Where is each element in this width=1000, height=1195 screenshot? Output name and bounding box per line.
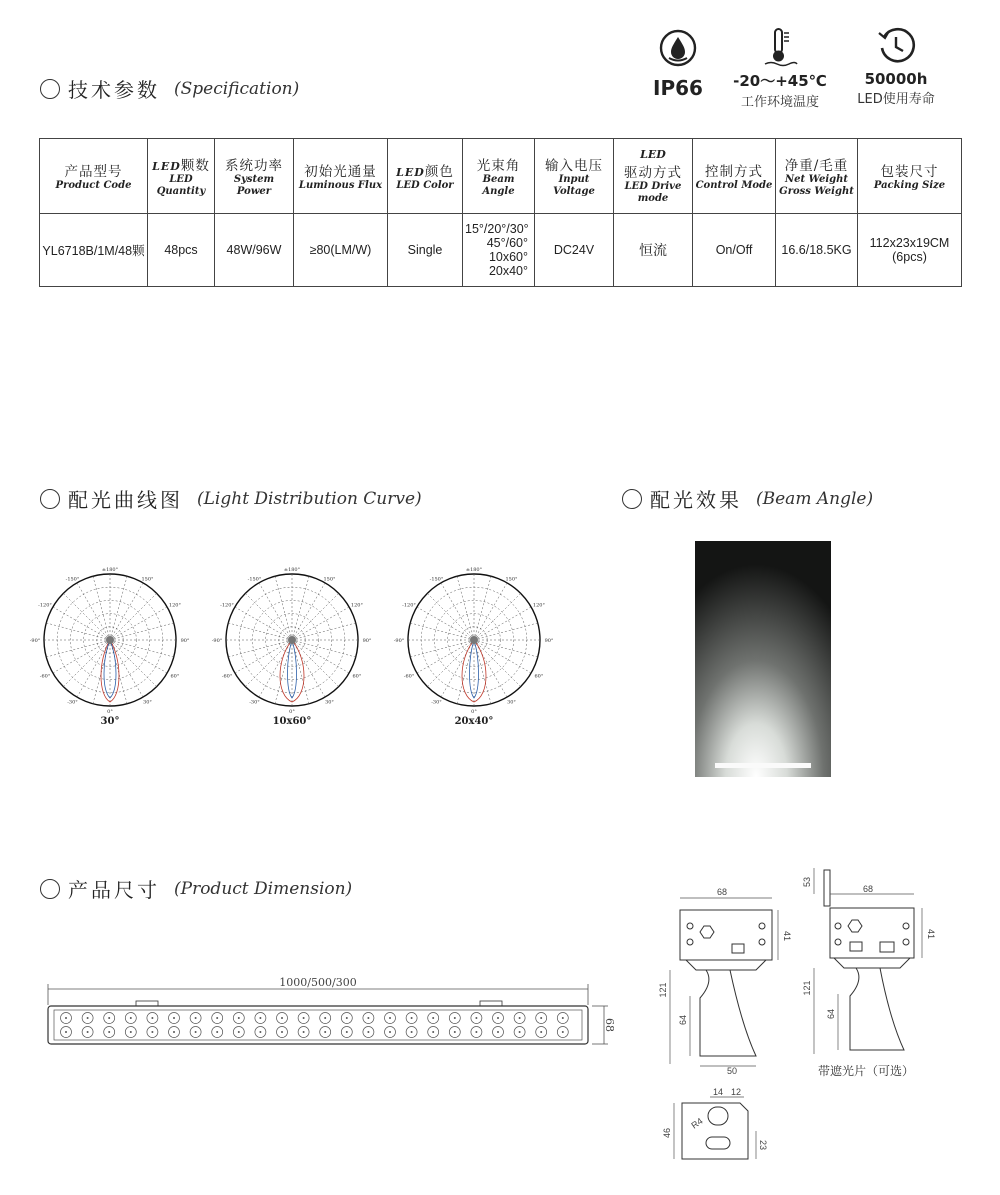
polar-spoke [474, 640, 538, 657]
led-dot-center [389, 1017, 391, 1019]
polar-tick-label: 60° [534, 673, 544, 680]
led-dot-center [173, 1031, 175, 1033]
led-dot-center [195, 1031, 197, 1033]
header-input-voltage: 输入电压 Input Voltage [535, 139, 614, 214]
polar-spoke [457, 576, 474, 640]
slot-h-label: 46 [662, 1127, 672, 1139]
led-dot-center [454, 1017, 456, 1019]
polar-spoke [474, 607, 531, 640]
polar-spoke [228, 623, 292, 640]
header-weight: 净重/毛重 Net Weight Gross Weight [776, 139, 858, 214]
led-dot-center [519, 1031, 521, 1033]
header-control-mode: 控制方式 Control Mode [693, 139, 776, 214]
led-dot-center [540, 1031, 542, 1033]
temperature-badge: -20～+45℃ 工作环境温度 [730, 26, 830, 110]
polar-spoke [110, 640, 157, 687]
polar-spoke [410, 640, 474, 657]
polar-tick-label: ±180° [101, 567, 119, 573]
bullet-circle-icon [622, 489, 642, 509]
polar-spoke [259, 640, 292, 697]
polar-tick-label: 30° [143, 699, 152, 706]
led-dot-center [562, 1017, 564, 1019]
table-header-row [40, 139, 962, 214]
slot-a-label: 14 [712, 1087, 724, 1097]
led-dot-center [324, 1017, 326, 1019]
thermometer-icon [762, 26, 798, 66]
polar-spoke [292, 593, 339, 640]
clock-icon [876, 26, 916, 66]
ip66-badge: IP66 [642, 28, 714, 100]
polar-tick-label: 120° [350, 602, 363, 609]
shield-h-label: 53 [802, 876, 812, 888]
polar-spoke [245, 640, 292, 687]
polar-spoke [474, 640, 507, 697]
slot-b-label: 12 [730, 1087, 742, 1097]
led-dot-center [475, 1017, 477, 1019]
led-dot-center [130, 1031, 132, 1033]
cell-beam: 15°/20°/30° 45°/60° 10x60° 20x40° [463, 214, 535, 287]
led-dot-center [151, 1017, 153, 1019]
polar-spoke [245, 593, 292, 640]
led-dot-center [475, 1031, 477, 1033]
led-dot-center [303, 1017, 305, 1019]
polar-spoke [417, 640, 474, 673]
polar-spoke [417, 607, 474, 640]
polar-spoke [427, 593, 474, 640]
bracket-shield-drawing [800, 864, 950, 1064]
product-length-drawing [40, 975, 620, 1055]
led-dot-center [411, 1017, 413, 1019]
polar-spoke [93, 576, 110, 640]
led-dot-center [151, 1031, 153, 1033]
table-row [40, 214, 962, 287]
header-product-code: 产品型号 Product Code [40, 139, 148, 214]
shield-arm-label: 64 [826, 1008, 836, 1020]
header-system-power: 系统功率 System Power [215, 139, 294, 214]
polar-spoke [427, 640, 474, 687]
led-dot-center [65, 1031, 67, 1033]
polar-chart [20, 560, 200, 720]
bullet-circle-icon [40, 489, 60, 509]
led-dot-center [238, 1031, 240, 1033]
bracket-total-label: 121 [658, 982, 668, 998]
polar-tick-label: -30° [249, 699, 260, 706]
polar-tick-label: -150° [65, 576, 80, 583]
polar-chart [202, 560, 382, 720]
polar-spoke [110, 593, 157, 640]
cell-voltage: DC24V [535, 214, 614, 287]
polar-spoke [53, 607, 110, 640]
polar-spoke [292, 640, 349, 673]
polar-tick-label: 60° [170, 673, 180, 680]
polar-tick-label: 30° [507, 699, 516, 706]
led-dot-center [346, 1031, 348, 1033]
polar-spoke [292, 640, 325, 697]
header-led-color: LED颜色 LED Color [388, 139, 463, 214]
bracket-side-drawing [658, 886, 795, 1076]
polar-tick-label: 60° [352, 673, 362, 680]
shield-total-label: 121 [802, 980, 812, 996]
polar-chart-label: 10x60° [272, 716, 312, 727]
beam-angle-title: 配光效果 (Beam Angle) [622, 484, 873, 513]
polar-spoke [63, 593, 110, 640]
polar-spoke [474, 576, 491, 640]
led-dot-center [259, 1017, 261, 1019]
polar-spoke [235, 640, 292, 673]
led-dot-center [432, 1017, 434, 1019]
polar-tick-label: -90° [393, 638, 405, 644]
water-drop-icon [658, 28, 698, 68]
polar-tick-label: 150° [505, 576, 518, 583]
polar-tick-label: -120° [38, 602, 52, 609]
cell-color: Single [388, 214, 463, 287]
bracket-base-label: 50 [726, 1066, 738, 1076]
polar-spoke [441, 640, 474, 697]
polar-tick-label: -60° [221, 673, 233, 680]
cell-drive: 恒流 [614, 214, 693, 287]
led-dot-center [259, 1031, 261, 1033]
polar-tick-label: ±180° [283, 567, 301, 573]
polar-tick-label: 150° [141, 576, 154, 583]
polar-spoke [292, 607, 349, 640]
bracket-h1-label: 41 [782, 930, 792, 942]
polar-spoke [110, 576, 127, 640]
shield-width-label: 68 [862, 884, 874, 894]
polar-tick-label: 30° [325, 699, 334, 706]
led-dot-center [65, 1017, 67, 1019]
polar-tick-label: -30° [431, 699, 442, 706]
led-dot-center [87, 1017, 89, 1019]
led-dot-center [346, 1017, 348, 1019]
polar-spoke [292, 623, 356, 640]
cell-control: On/Off [693, 214, 776, 287]
polar-tick-label: -120° [402, 602, 416, 609]
bullet-circle-icon [40, 879, 60, 899]
slot-detail-drawing [660, 1085, 770, 1170]
light-distribution-title: 配光曲线图 (Light Distribution Curve) [40, 484, 422, 513]
polar-spoke [474, 623, 538, 640]
polar-tick-label: -150° [247, 576, 262, 583]
polar-tick-label: -90° [29, 638, 41, 644]
led-dot-center [281, 1017, 283, 1019]
polar-spoke [110, 623, 174, 640]
polar-chart-label: 20x40° [454, 716, 494, 727]
polar-spoke [292, 640, 356, 657]
lifetime-badge: 50000h LED使用寿命 [848, 26, 944, 107]
polar-spoke [235, 607, 292, 640]
polar-tick-label: ±180° [465, 567, 483, 573]
polar-spoke [410, 623, 474, 640]
led-dot-center [87, 1031, 89, 1033]
header-beam-angle: 光束角 Beam Angle [463, 139, 535, 214]
polar-tick-label: -90° [211, 638, 223, 644]
bullet-circle-icon [40, 79, 60, 99]
polar-spoke [292, 583, 325, 640]
polar-tick-label: 120° [168, 602, 181, 609]
polar-spoke [228, 640, 292, 657]
polar-tick-label: 90° [544, 638, 554, 644]
led-dot-center [216, 1017, 218, 1019]
polar-tick-label: 0° [107, 709, 113, 715]
cell-weight: 16.6/18.5KG [776, 214, 858, 287]
polar-spoke [46, 623, 110, 640]
led-dot-center [562, 1031, 564, 1033]
polar-chart [384, 560, 564, 720]
polar-spoke [474, 593, 521, 640]
header-drive-mode: LED 驱动方式 LED Drive mode [614, 139, 693, 214]
led-dot-center [411, 1031, 413, 1033]
shield-h1-label: 41 [926, 928, 936, 940]
polar-tick-label: 90° [362, 638, 372, 644]
height-label: 68 [603, 1018, 616, 1032]
led-dot-center [303, 1031, 305, 1033]
led-dot-center [195, 1017, 197, 1019]
polar-spoke [275, 576, 292, 640]
led-dot-center [238, 1017, 240, 1019]
polar-center-dot [106, 636, 114, 644]
header-led-quantity: LED颗数 LED Quantity [148, 139, 215, 214]
header-luminous-flux: 初始光通量 Luminous Flux [294, 139, 388, 214]
cell-packing: 112x23x19CM (6pcs) [858, 214, 962, 287]
cell-code: YL6718B/1M/48颗 [40, 214, 148, 287]
polar-spoke [63, 640, 110, 687]
led-dot-center [130, 1017, 132, 1019]
led-dot-center [216, 1031, 218, 1033]
led-dot-center [540, 1017, 542, 1019]
led-dot-center [108, 1017, 110, 1019]
polar-spoke [110, 607, 167, 640]
polar-spoke [474, 583, 507, 640]
slot-c-label: 23 [758, 1139, 768, 1151]
cell-flux: ≥80(LM/W) [294, 214, 388, 287]
polar-spoke [77, 583, 110, 640]
dimension-title: 产品尺寸 (Product Dimension) [40, 874, 352, 903]
polar-spoke [441, 583, 474, 640]
led-dot-center [389, 1031, 391, 1033]
led-dot-center [324, 1031, 326, 1033]
led-dot-center [497, 1031, 499, 1033]
polar-spoke [46, 640, 110, 657]
shield-caption: 带遮光片（可选） [818, 1064, 915, 1078]
bracket-width-label: 68 [716, 887, 728, 897]
led-dot-center [454, 1031, 456, 1033]
polar-spoke [474, 640, 521, 687]
polar-tick-label: -120° [220, 602, 234, 609]
spec-table [39, 138, 962, 287]
polar-spoke [474, 640, 531, 673]
polar-tick-label: -150° [429, 576, 444, 583]
spec-section-title: 技术参数 (Specification) [40, 74, 299, 103]
led-dot-center [173, 1017, 175, 1019]
polar-spoke [292, 640, 339, 687]
led-dot-center [108, 1031, 110, 1033]
polar-spoke [259, 583, 292, 640]
polar-spoke [292, 576, 309, 640]
polar-tick-label: 0° [471, 709, 477, 715]
led-dot-center [367, 1017, 369, 1019]
length-label: 1000/500/300 [279, 976, 357, 989]
polar-tick-label: 150° [323, 576, 336, 583]
bracket-arm-label: 64 [678, 1014, 688, 1026]
cell-power: 48W/96W [215, 214, 294, 287]
polar-tick-label: 90° [180, 638, 190, 644]
polar-tick-label: 120° [532, 602, 545, 609]
header-packing-size: 包装尺寸 Packing Size [858, 139, 962, 214]
polar-spoke [110, 640, 174, 657]
polar-tick-label: -60° [39, 673, 51, 680]
polar-chart-label: 30° [100, 716, 120, 727]
polar-tick-label: -30° [67, 699, 78, 706]
polar-spoke [110, 583, 143, 640]
led-dot-center [432, 1031, 434, 1033]
led-dot-center [519, 1017, 521, 1019]
polar-tick-label: -60° [403, 673, 415, 680]
polar-center-dot [470, 636, 478, 644]
slot-r-label: R4 [689, 1115, 705, 1131]
beam-effect-photo [695, 541, 831, 777]
polar-tick-label: 0° [289, 709, 295, 715]
led-dot-center [281, 1031, 283, 1033]
led-dot-center [367, 1031, 369, 1033]
polar-center-dot [288, 636, 296, 644]
led-dot-center [497, 1017, 499, 1019]
cell-qty: 48pcs [148, 214, 215, 287]
